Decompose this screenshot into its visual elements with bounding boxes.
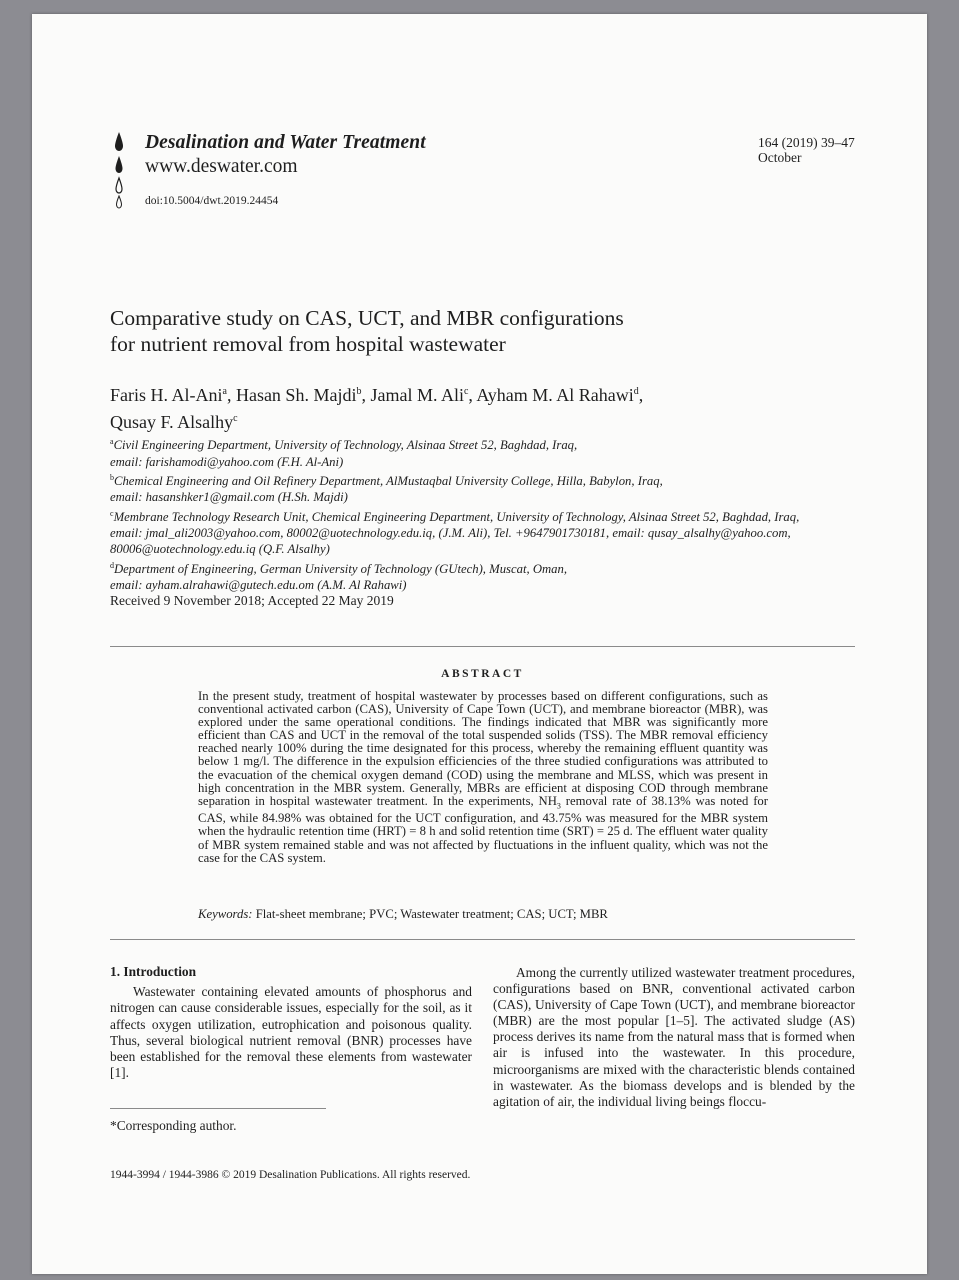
water-drops-logo xyxy=(112,130,126,210)
title-line-2: for nutrient removal from hospital wastewater xyxy=(110,332,506,356)
affiliation-b-email: email: hasanshker1@gmail.com (H.Sh. Majdi) xyxy=(110,490,348,505)
author: Jamal M. Ali$^c$, xyxy=(370,385,477,405)
abstract-bottom-rule xyxy=(110,939,855,940)
affiliation-c: $^c$Membrane Technology Research Unit, Chemical Engineering Department, University of Technology, Alsinaa Street 52, Baghdad, Iraq, xyxy=(110,508,800,524)
author-list xyxy=(110,380,643,434)
affiliation-d: $^d$Department of Engineering, German University of Technology (GUtech), Muscat, Oman, xyxy=(110,560,568,577)
section-heading-introduction: 1. Introduction xyxy=(110,964,197,979)
title-line-1: Comparative study on CAS, UCT, and MBR configurations xyxy=(110,306,624,330)
received-dates: Received 9 November 2018; Accepted 22 May 2019 xyxy=(110,593,394,608)
volume-pages: 164 (2019) 39–47 xyxy=(758,135,855,150)
doi[interactable]: doi:10.5004/dwt.2019.24454 xyxy=(145,195,279,207)
abstract-text: In the present study, treatment of hospital wastewater by processes based on different configurations, such as conventional activated carbon (CAS), University of Cape Town (UCT), and membrane bioreactor (MBR), was explored under the same operational conditions. The findings indicated that MBR was significantly more efficient than CAS and UCT in the removal of the total suspended solids (TSS). The MBR removal efficiency reached nearly 100% during the time designated for this process, whereby the remaining effluent quantity was below 1 mg/l. The difference in the expulsion efficiencies of the three studied configurations was attributed to the evacuation of the chemical oxygen demand (COD) using the membrane and MLSS, which was present in high concentration in the MBR system. Generally, MBRs are efficient at disposing COD through membrane separation in hospital wastewater treatment. In the experiments, $NH_3$ removal rate of 38.13% was noted for CAS, while 84.98% was obtained for the UCT configuration, and 43.75% was measured for the MBR system when the hydraulic retention time (HRT) = 8 h and solid retention time (SRT) = 25 d. The effluent water quality of MBR system remained stable and was not affected by fluctuations in the influent quality, which was not the case for the CAS system. xyxy=(198,689,768,865)
affiliation-d-email: email: ayham.alrahawi@gutech.edu.om (A.M. Al Rahawi) xyxy=(110,578,407,593)
author: Faris H. Al-Ani$^a$, xyxy=(110,385,236,405)
affiliation-a-email: email: farishamodi@yahoo.com (F.H. Al-Ani) xyxy=(110,454,344,469)
journal-name: Desalination and Water Treatment xyxy=(145,132,426,153)
author: Qusay F. Alsalhy$^c$ xyxy=(110,412,238,432)
right-column-paragraph: Among the currently utilized wastewater treatment procedures, configurations based on BNR, conventional activated carbon (CAS), University of Cape Town (UCT), and membrane bioreactor (MBR) are the most popular [1–5]. The activated sludge (AS) process derives its name from the natural mass that is formed when air is infused into the wastewater. In this procedure, microorganisms are mixed with the characteristic blends contained in wastewater. As the biomass develops and is blended by the agitation of air, the individual living beings floccu- xyxy=(493,965,855,1109)
footnote-rule xyxy=(110,1108,326,1109)
keywords-list: Flat-sheet membrane; PVC; Wastewater treatment; CAS; UCT; MBR xyxy=(252,907,608,921)
affiliation-c-email-cont: 80006@uotechnology.edu.iq (Q.F. Alsalhy) xyxy=(110,542,330,557)
journal-website[interactable]: www.deswater.com xyxy=(145,156,298,177)
copyright-footer: 1944-3994 / 1944-3986 © 2019 Desalination Publications. All rights reserved. xyxy=(110,1169,471,1181)
paper-page xyxy=(32,14,927,1274)
intro-paragraph-1: Wastewater containing elevated amounts of phosphorus and nitrogen can cause considerable issues, especially for the soil, as it affects oxygen utilization, eutrophication and poisonous quality. Thus, several biological nutrient removal (BNR) processes have been established for the removal these elements from wastewater [1]. xyxy=(110,984,472,1081)
article-title xyxy=(110,305,624,357)
corresponding-author-footnote: *Corresponding author. xyxy=(110,1118,237,1133)
volume-info xyxy=(758,135,855,165)
affiliation-c-email: email: jmal_ali2003@yahoo.com, 80002@uotechnology.edu.iq, (J.M. Ali), Tel. +9647901730181, email: qusay_alsalhy@yahoo.com, xyxy=(110,526,791,541)
abstract-top-rule xyxy=(110,646,855,647)
affiliations xyxy=(110,434,870,594)
abstract-heading: ABSTRACT xyxy=(441,668,524,680)
keywords xyxy=(198,907,608,922)
author: Ayham M. Al Rahawi$^d$, xyxy=(476,385,644,405)
nh3-subscript: 3 xyxy=(556,801,561,811)
left-column xyxy=(110,964,472,1081)
keywords-label: Keywords: xyxy=(198,907,253,921)
affiliation-b: $^b$Chemical Engineering and Oil Refinery Department, AlMustaqbal University College, Hilla, Babylon, Iraq, xyxy=(110,472,663,489)
issue-month: October xyxy=(758,150,802,165)
affiliation-a: $^a$Civil Engineering Department, University of Technology, Alsinaa Street 52, Baghdad, Iraq, xyxy=(110,437,578,453)
author: Hasan Sh. Majdi$^b$, xyxy=(235,385,371,405)
